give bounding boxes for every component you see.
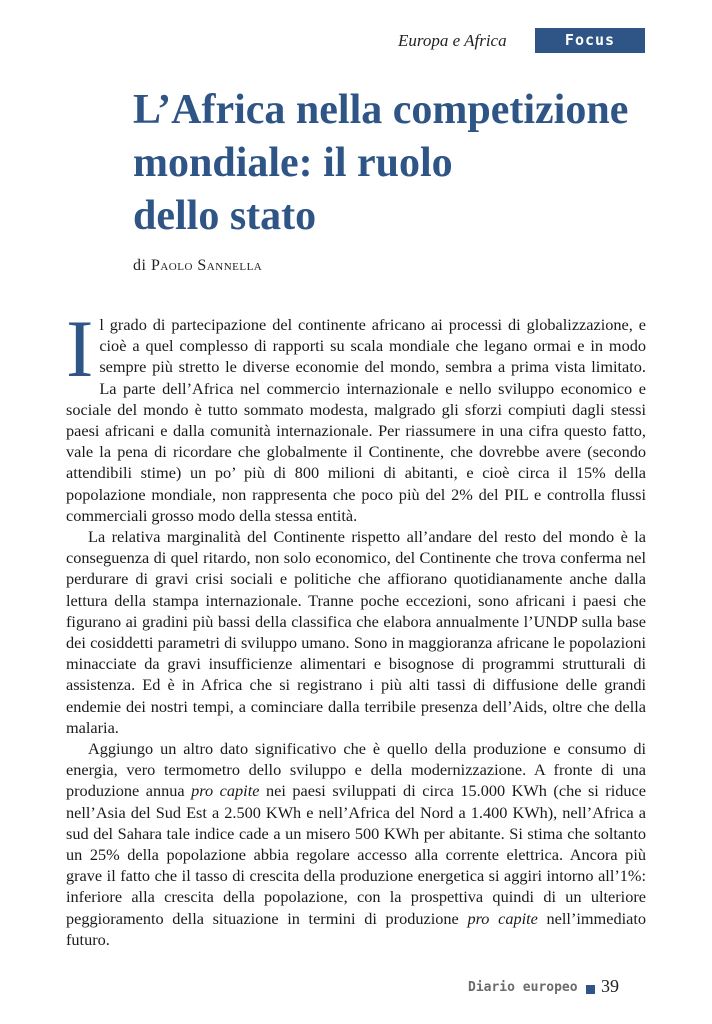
byline <box>133 257 262 275</box>
title-line: mondiale: il ruolo <box>133 140 453 186</box>
paragraph-text: nei paesi sviluppati di circa 15.000 KWh (che si riduce nell’Asia del Sud Est a 2.500 KWh e nell’Africa del Nord a 1.400 KWh), nell’Africa a sud del Sahara tale indice cade a un misero 500 KWh per abitante. Si stima che soltanto un 25% della popolazione abbia regolare accesso alla corrente elettrica. Ancora più grave il fatto che il tasso di crescita della produzione energetica si aggiri intorno all’1%: inferiore alla crescita della popolazione, con la prospettiva quindi di un ulteriore peggioramento della situazione in termini di produzione <box>66 781 646 928</box>
focus-tab: Focus <box>535 28 645 53</box>
title-line: dello stato <box>133 193 317 239</box>
paragraph: La relativa marginalità del Continente rispetto all’andare del resto del mondo è la conseguenza di quel ritardo, non solo economico, del Continente che trova conferma nel perdurare di gravi crisi sociali e politiche che affiorano quotidianamente anche dalla lettura della stampa internazionale. Tranne poche eccezioni, sono africani i paesi che figurano ai gradini più bassi della classifica che elabora annualmente l’UNDP sulla base dei cosiddetti parametri di sviluppo umano. Sono in maggioranza africane le popolazioni minacciate da gravi insufficienze alimentari e bisognose di programmi strutturali di assistenza. Ed è in Africa che si registrano i più alti tassi di diffusione delle grandi endemie dei nostri tempi, a cominciare dalla terribile presenza dell’Aids, oltre che della malaria. <box>66 527 646 737</box>
paragraph-text: Aggiungo un altro dato significativo che è quello della produzione e consumo di energia, vero termometro dello sviluppo e della modernizzazione. A fronte di una produzione annua <box>66 739 646 801</box>
article-title <box>133 84 673 243</box>
emphasis: pro capite <box>191 781 260 801</box>
magazine-name: Diario europeo <box>468 980 578 995</box>
page-number: 39 <box>601 976 619 996</box>
emphasis: pro capite <box>467 908 538 928</box>
title-line: L’Africa nella competizione <box>133 87 629 133</box>
section-label: Europa e Africa <box>398 31 507 50</box>
paragraph <box>66 738 646 950</box>
square-icon <box>586 985 595 994</box>
paragraph-text: l grado di partecipazione del continente africano ai processi di globalizzazione, e cioè a quel complesso di rapporti su scala mondiale che legano ormai e in modo sempre più stretto le diverse economie del mondo, sembra a prima vista limitato. La parte dell’Africa nel commercio internazionale e nello sviluppo economico e sociale del mondo è tutto sommato modesta, malgrado gli sforzi compiuti dagli stessi paesi africani e dalla comunità internazionale. Per riassumere in una cifra questo fatto, vale la pena di ricordare che globalmente il Continente, che dovrebbe avere (secondo attendibili stime) un po’ più di 800 milioni di abitanti, e cioè circa il 15% della popolazione mondiale, non rappresenta che poco più del 2% del PIL e controlla flussi commerciali grosso modo della stessa entità. <box>66 315 646 525</box>
byline-prefix: di <box>133 257 147 274</box>
paragraph <box>66 303 646 526</box>
article-body <box>66 303 647 950</box>
paragraph-text: nell’immediato futuro. <box>66 908 647 949</box>
drop-cap: I <box>66 303 94 394</box>
author-name: Paolo Sannella <box>150 257 263 274</box>
